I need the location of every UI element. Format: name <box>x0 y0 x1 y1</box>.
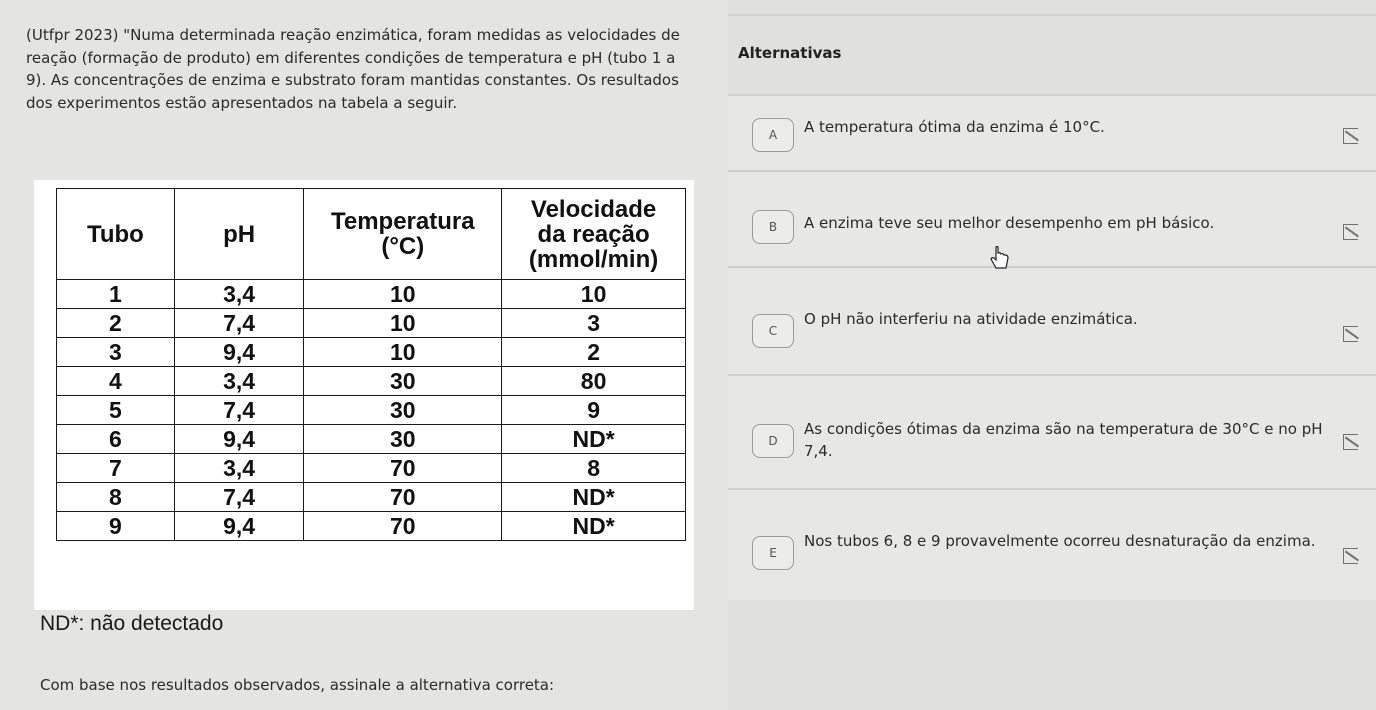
cell-ph: 9,4 <box>174 512 304 541</box>
cell-ph: 7,4 <box>174 396 304 425</box>
option-letter-b[interactable]: B <box>752 210 794 244</box>
option-text-a[interactable]: A temperatura ótima da enzima é 10°C. <box>804 118 1105 136</box>
header-velocidade-line2: da reação <box>537 220 650 248</box>
table-row <box>57 483 686 512</box>
header-temperatura <box>304 189 502 280</box>
cell-vel: ND* <box>502 483 686 512</box>
cell-vel: ND* <box>502 425 686 454</box>
cell-temp: 30 <box>304 367 502 396</box>
table-row <box>57 396 686 425</box>
table-image <box>34 180 694 610</box>
table-footnote: ND*: não detectado <box>40 612 224 635</box>
question-prompt: Com base nos resultados observados, assinale a alternativa correta: <box>40 676 555 694</box>
cell-tubo: 9 <box>57 512 175 541</box>
cell-tubo: 3 <box>57 338 175 367</box>
option-letter-d[interactable]: D <box>752 424 794 458</box>
table-header-row <box>57 189 686 280</box>
cell-ph: 7,4 <box>174 309 304 338</box>
alternatives-title: Alternativas <box>738 44 842 62</box>
cell-temp: 30 <box>304 425 502 454</box>
strikethrough-icon[interactable] <box>1343 224 1358 240</box>
cell-vel: 8 <box>502 454 686 483</box>
question-stem: (Utfpr 2023) "Numa determinada reação enzimática, foram medidas as velocidades de reação (formação de produto) em diferentes condições de temperatura e pH (tubo 1 a 9). As concentrações de enzima e substrato foram mantidas constantes. Os resultados dos experimentos estão apresentados na tabela a seguir. <box>26 26 680 112</box>
option-text-e[interactable]: Nos tubos 6, 8 e 9 provavelmente ocorreu desnaturação da enzima. <box>804 532 1316 550</box>
option-a[interactable] <box>728 94 1376 170</box>
cell-temp: 70 <box>304 512 502 541</box>
cell-ph: 3,4 <box>174 280 304 309</box>
cell-vel: ND* <box>502 512 686 541</box>
option-b[interactable] <box>728 170 1376 266</box>
option-d[interactable] <box>728 374 1376 488</box>
header-tubo: Tubo <box>57 189 175 280</box>
cell-temp: 30 <box>304 396 502 425</box>
header-ph: pH <box>174 189 304 280</box>
strikethrough-icon[interactable] <box>1343 434 1358 450</box>
cell-vel: 9 <box>502 396 686 425</box>
cell-vel: 2 <box>502 338 686 367</box>
cell-ph: 9,4 <box>174 425 304 454</box>
option-c[interactable] <box>728 266 1376 374</box>
cell-tubo: 7 <box>57 454 175 483</box>
cell-ph: 3,4 <box>174 367 304 396</box>
hand-pointer-icon <box>988 246 1010 272</box>
strikethrough-icon[interactable] <box>1343 128 1358 144</box>
option-text-b[interactable]: A enzima teve seu melhor desempenho em pH básico. <box>804 214 1215 232</box>
cell-temp: 10 <box>304 280 502 309</box>
cell-ph: 3,4 <box>174 454 304 483</box>
divider <box>728 14 1376 16</box>
table-row <box>57 425 686 454</box>
cell-temp: 10 <box>304 309 502 338</box>
cell-temp: 10 <box>304 338 502 367</box>
cell-tubo: 6 <box>57 425 175 454</box>
option-letter-c[interactable]: C <box>752 314 794 348</box>
cell-vel: 80 <box>502 367 686 396</box>
cell-tubo: 8 <box>57 483 175 512</box>
cell-tubo: 1 <box>57 280 175 309</box>
header-temperatura-line2: (°C) <box>381 233 425 260</box>
table-row <box>57 338 686 367</box>
option-letter-e[interactable]: E <box>752 536 794 570</box>
table-row <box>57 454 686 483</box>
cell-temp: 70 <box>304 483 502 512</box>
cell-temp: 70 <box>304 454 502 483</box>
header-velocidade-line3: (mmol/min) <box>528 245 659 273</box>
strikethrough-icon[interactable] <box>1343 326 1358 342</box>
alternatives-panel <box>728 0 1376 710</box>
cell-ph: 7,4 <box>174 483 304 512</box>
header-velocidade-line1: Velocidade <box>530 195 657 223</box>
option-text-d[interactable]: As condições ótimas da enzima são na temperatura de 30°C e no pH 7,4. <box>804 420 1323 460</box>
cell-tubo: 5 <box>57 396 175 425</box>
cell-vel: 3 <box>502 309 686 338</box>
table-row <box>57 367 686 396</box>
cell-vel: 10 <box>502 280 686 309</box>
cell-tubo: 2 <box>57 309 175 338</box>
results-table <box>56 188 686 541</box>
header-temperatura-line1: Temperatura <box>330 208 475 235</box>
table-row <box>57 309 686 338</box>
strikethrough-icon[interactable] <box>1343 548 1358 564</box>
cell-ph: 9,4 <box>174 338 304 367</box>
option-e[interactable] <box>728 488 1376 600</box>
header-velocidade <box>502 189 686 280</box>
table-row <box>57 512 686 541</box>
cell-tubo: 4 <box>57 367 175 396</box>
option-text-c[interactable]: O pH não interferiu na atividade enzimática. <box>804 310 1138 328</box>
option-letter-a[interactable]: A <box>752 118 794 152</box>
table-row <box>57 280 686 309</box>
